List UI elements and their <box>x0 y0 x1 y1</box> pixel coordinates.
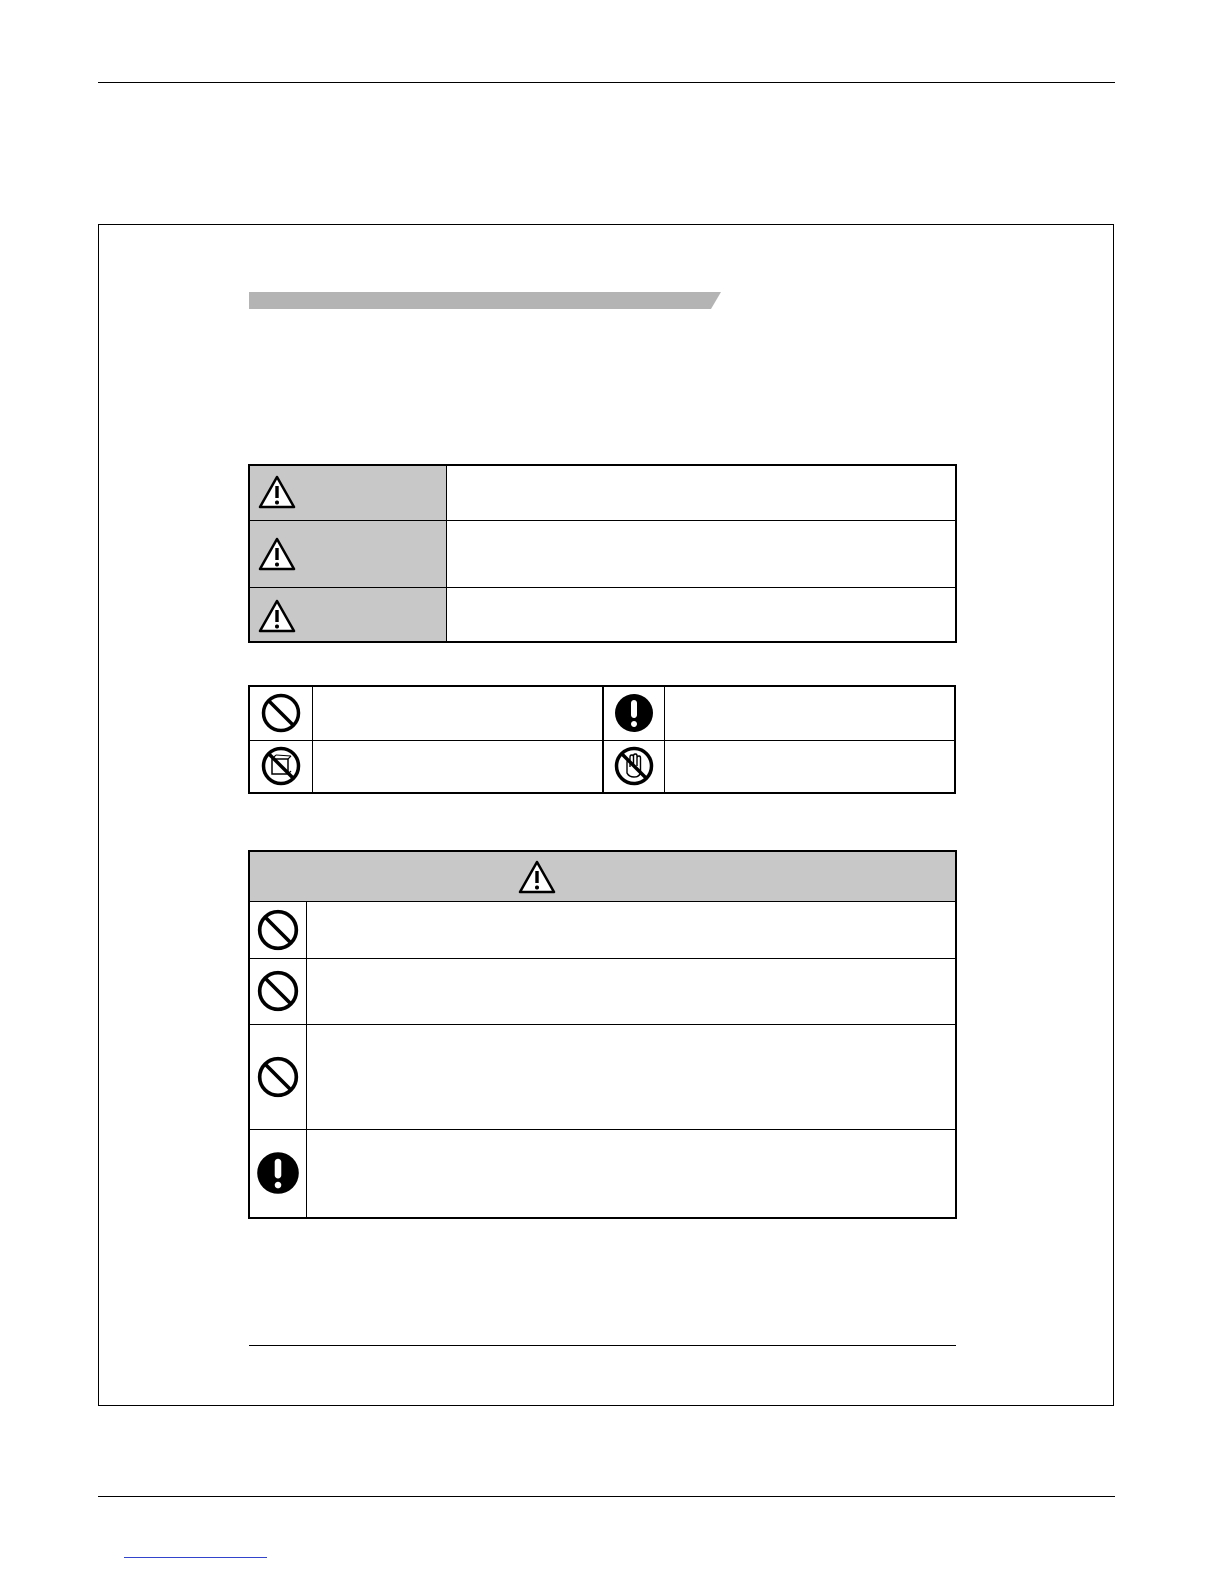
content-frame <box>98 224 1114 1406</box>
warning-triangle-icon <box>257 536 297 572</box>
content-footer-rule <box>249 1345 956 1346</box>
prohibited-icon <box>256 1055 300 1099</box>
symbol-table <box>248 685 956 794</box>
mandatory-action-icon <box>613 692 655 734</box>
section-heading-bar <box>249 292 721 309</box>
do-not-touch-icon <box>613 745 655 787</box>
mandatory-action-icon <box>255 1150 301 1196</box>
warning-table <box>248 850 957 1219</box>
warning-triangle-icon <box>517 859 557 895</box>
header-rule <box>98 82 1115 83</box>
warning-triangle-icon <box>257 474 297 510</box>
warning-triangle-icon <box>257 598 297 634</box>
no-disassembly-icon <box>260 745 302 787</box>
signal-word-table <box>248 464 957 643</box>
prohibited-icon <box>260 692 302 734</box>
prohibited-icon <box>256 969 300 1013</box>
footer-link[interactable] <box>124 1557 267 1558</box>
footer-rule <box>98 1496 1115 1497</box>
warning-header <box>250 852 955 901</box>
prohibited-icon <box>256 908 300 952</box>
